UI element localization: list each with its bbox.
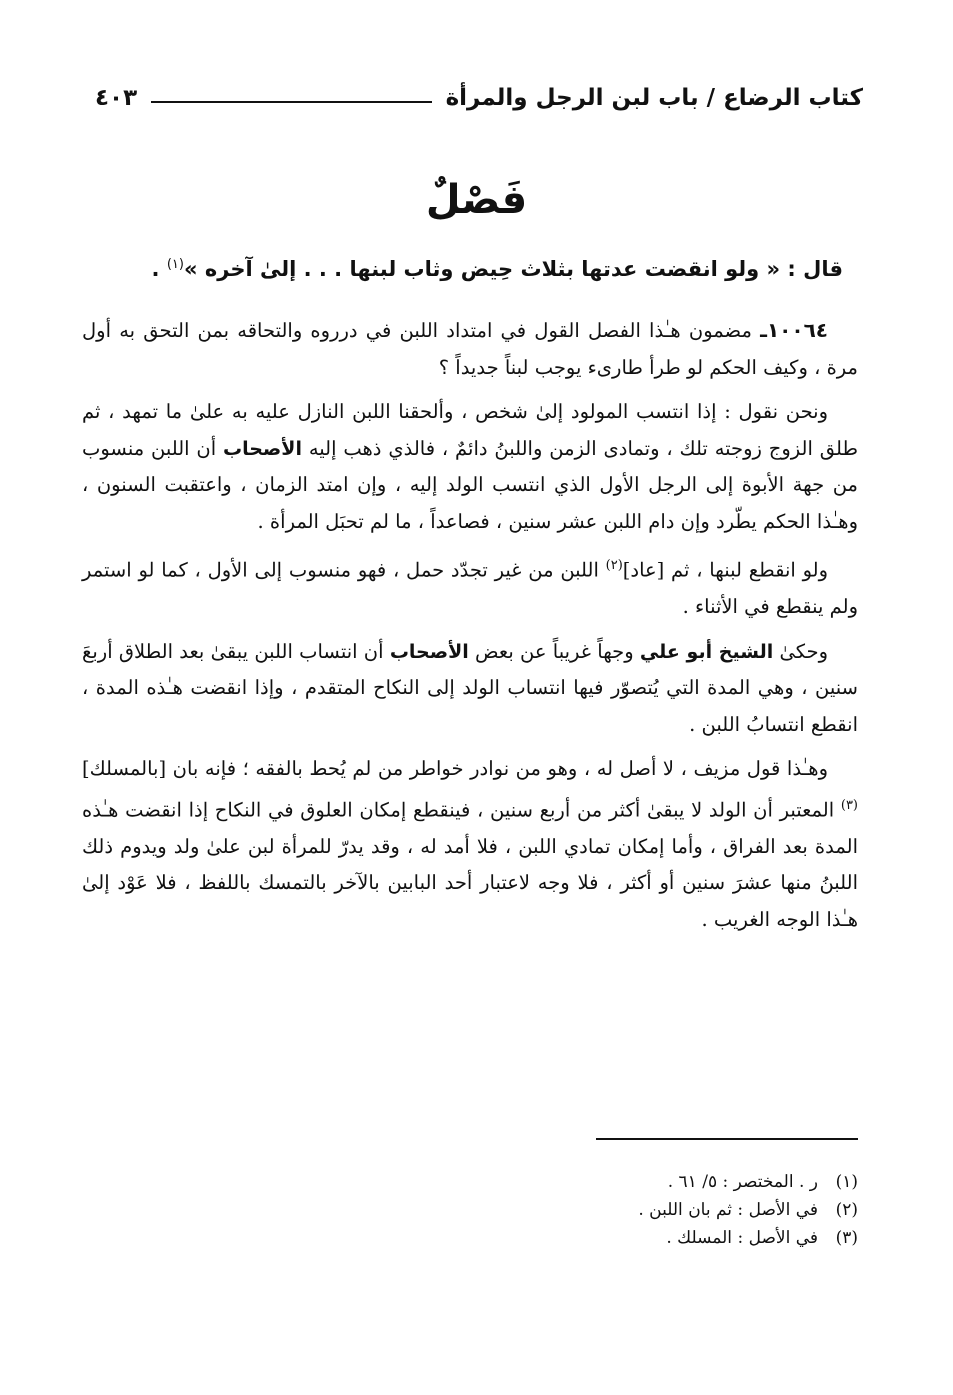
footnote-mark: (٢) (835, 1200, 858, 1220)
footnote-mark: (٣) (835, 1228, 858, 1248)
footnote-ref-2: (٢) (605, 558, 623, 573)
header-rule (151, 101, 431, 103)
footnote-2 (90, 1196, 858, 1224)
footnote-text: في الأصل : ثم بان اللبن . (638, 1200, 818, 1220)
term-ashab-2: الأصحاب (389, 640, 469, 663)
running-header (95, 78, 863, 118)
footnote-separator (596, 1138, 858, 1140)
paragraph-5 (82, 751, 858, 938)
section-heading: فَصْلٌ (425, 177, 528, 223)
footnote-text: في الأصل : المسلك . (666, 1228, 818, 1248)
quoted-text-line (90, 245, 843, 289)
paragraph-3 (82, 548, 858, 626)
quote-text: قال : « ولو انقضت عدتها بثلاث حِيض وثاب لبنها . . . إلىٰ آخره » (183, 257, 843, 281)
footnote-3 (90, 1224, 858, 1252)
paragraph-3-text-a: ولو انقطع لبنها ، ثم [عاد] (622, 558, 828, 582)
footnotes (90, 1168, 858, 1252)
footnote-text: ر . المختصر : ٥/ ٦١ . (667, 1172, 818, 1192)
term-shaykh-abu-ali: الشيخ أبو علي (639, 640, 774, 663)
paragraph-1 (82, 312, 858, 386)
paragraph-4-text-a: وحكىٰ (773, 639, 828, 663)
paragraph-4-text-b: وجهاً غريباً عن بعض (468, 639, 640, 663)
paragraph-number: ١٠٠٦٤ـ (760, 318, 828, 342)
running-title: كتاب الرضاع / باب لبن الرجل والمرأة (445, 85, 863, 111)
footnote-ref-1: (١) (166, 257, 184, 272)
term-ashab: الأصحاب (223, 437, 302, 460)
paragraph-5-text-b: المعتبر أن الولد لا يبقىٰ أكثر من أربع سنين ، فينقطع إمكان العلوق في النكاح إذا انقضت هـٰذه المدة بعد الفراق ، وأما إمكان تمادي اللبن ، فلا أمد له ، وقد يدرّ للمرأة لبن علىٰ ولد ويدوم ذلك اللبنُ منها عشرَ سنين أو أكثر ، فلا وجه لاعتبار أحد البابين بالآخر بالتمسك باللفظ ، فلا عَوْد إلىٰ هـٰذا الوجه الغريب . (82, 798, 858, 931)
paragraph-4-text-c: أن انتساب اللبن يبقىٰ بعد الطلاق أربعَ سنين ، وهي المدة التي يُتصوّر فيها انتساب الولد إلى النكاح المتقدم ، وإذا انقضت هـٰذه المدة ، انقطع انتسابُ اللبن . (82, 639, 858, 736)
footnote-mark: (١) (835, 1172, 858, 1192)
paragraph-5-text-a: وهـٰذا قول مزيف ، لا أصل له ، وهو من نوادر خواطر من لم يُحط بالفقه ؛ فإنه بان [بالمسلك] (82, 757, 828, 780)
paragraph-3-text-b: اللبن من غير تجدّد حمل ، فهو منسوب إلى الأول ، كما لو استمر ولم ينقطع في الأثناء . (82, 558, 858, 618)
paragraph-4 (82, 634, 858, 744)
quote-end: . (151, 257, 167, 281)
body-text (82, 312, 858, 946)
footnote-ref-3: (٣) (840, 797, 858, 813)
page-number: ٤٠٣ (95, 85, 138, 111)
footnote-1 (90, 1168, 858, 1196)
paragraph-2-text-a: ونحن نقول : إذا انتسب المولود إلىٰ شخص ، وألحقنا اللبن النازل عليه به علىٰ ما تمهد ، ثم طلق الزوج زوجته تلك ، وتمادى الزمن واللبنُ دائمٌ ، فالذي ذهب إليه (82, 400, 858, 460)
paragraph-2 (82, 394, 858, 540)
paragraph-1-text: مضمون هـٰذا الفصل القول في امتداد اللبن في درروه والتحاقه بمن التحق به أول مرة ، وكيف الحكم لو طرأ طارىء يوجب لبناً جديداً ؟ (82, 319, 858, 379)
paragraph-2-text-b: أن اللبن منسوب من جهة الأبوة إلى الرجل الأول الذي انتسب الولد إليه ، وإن امتد الزمان ، واعتقبت السنون ، وهـٰذا الحكم يطّرد وإن دام اللبن عشر سنين ، فصاعداً ، ما لم تحبَل المرأة . (82, 436, 858, 533)
